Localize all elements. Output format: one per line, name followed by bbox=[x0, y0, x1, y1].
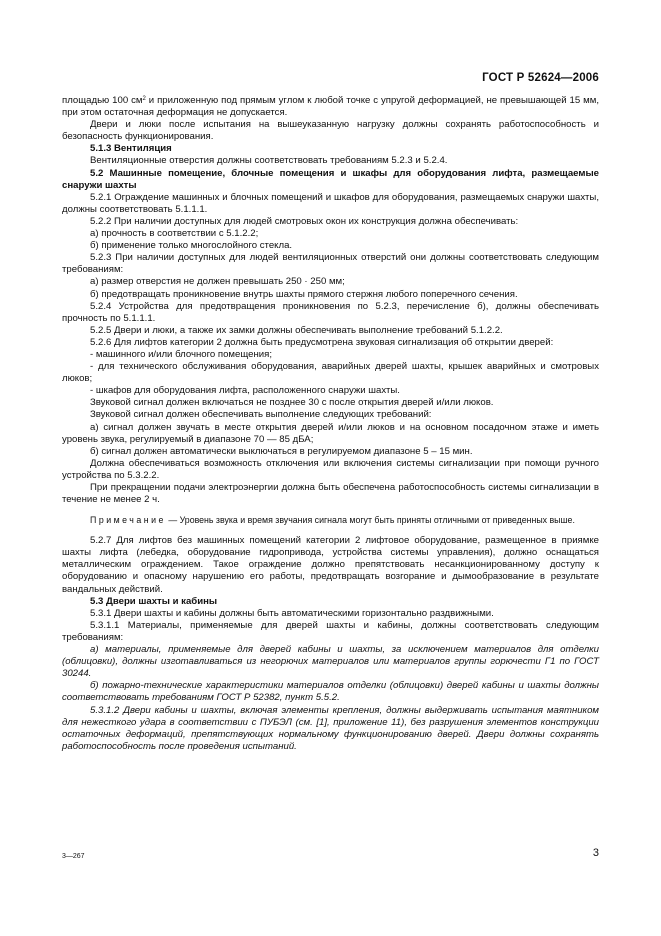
paragraph: Звуковой сигнал должен обеспечивать выполнение следующих требований: bbox=[90, 409, 432, 421]
list-item: а) сигнал должен звучать в месте открытия дверей и/или люков и на основном посадочном этаже и иметь уровень звука, регулируемый в диапазоне 70 — 85 дБА; bbox=[62, 421, 599, 445]
list-item: а) размер отверстия не должен превышать 250 · 250 мм; bbox=[90, 276, 345, 288]
list-item: б) пожарно-технические характеристики материалов отделки (облицовки) дверей кабины и шахты должны соответствовать требованиям ГОСТ Р 52382, пункт 5.5.2. bbox=[62, 680, 599, 704]
list-item: б) сигнал должен автоматически выключаться в регулируемом диапазоне 5 – 15 мин. bbox=[90, 445, 473, 457]
paragraph: 5.2.6 Для лифтов категории 2 должна быть предусмотрена звуковая сигнализация об открытии дверей: bbox=[90, 336, 554, 348]
section-heading-5-3: 5.3 Двери шахты и кабины bbox=[90, 595, 218, 607]
note bbox=[62, 515, 599, 526]
paragraph: При прекращении подачи электроэнергии должна быть обеспечена работоспособность системы сигнализации в течение не менее 2 ч. bbox=[62, 482, 599, 506]
list-item: а) прочность в соответствии с 5.1.2.2; bbox=[90, 228, 259, 240]
note-label: Примечание bbox=[90, 515, 166, 526]
section-heading-5-2: 5.2 Машинные помещение, блочные помещения и шкафы для оборудования лифта, размещаемые снаружи шахты bbox=[62, 167, 599, 191]
paragraph: 5.3.1.1 Материалы, применяемые для дверей шахты и кабины, должны соответствовать следующим требованиям: bbox=[62, 619, 599, 643]
paragraph: 5.3.1 Двери шахты и кабины должны быть автоматическими горизонтально раздвижными. bbox=[90, 607, 494, 619]
list-item: б) применение только многослойного стекла. bbox=[90, 240, 293, 252]
paragraph: 5.3.1.2 Двери кабины и шахты, включая элементы крепления, должны выдерживать испытания маятником для нежесткого удара в соответствии с ПУБЭЛ (см. [1], приложение 11), без разрушения элементов конструкции остаточных деформаций, препятствующих нормальному функционированию дверей. Двери должны сохранять работоспособность после проведения испытаний. bbox=[62, 704, 599, 752]
document-body bbox=[62, 95, 599, 753]
list-item: - шкафов для оборудования лифта, расположенного снаружи шахты. bbox=[90, 385, 400, 397]
print-mark: 3—267 bbox=[62, 853, 85, 860]
paragraph: Вентиляционные отверстия должны соответствовать требованиям 5.2.3 и 5.2.4. bbox=[90, 155, 448, 167]
paragraph: 5.2.2 При наличии доступных для людей смотровых окон их конструкция должна обеспечивать: bbox=[90, 215, 519, 227]
paragraph: 5.2.1 Ограждение машинных и блочных помещений и шкафов для оборудования, размещаемых снаружи шахты, должны соответствовать 5.1.1.1. bbox=[62, 191, 599, 215]
paragraph: Двери и люки после испытания на вышеуказанную нагрузку должны сохранять работоспособность и безопасность функционирования. bbox=[62, 119, 599, 143]
list-item: а) материалы, применяемые для дверей кабины и шахты, за исключением материалов для отделки (облицовки), должны изготавливаться из негорючих материалов или материалов группы горючести Г1 по ГОСТ 30244. bbox=[62, 644, 599, 680]
section-heading-5-1-3: 5.1.3 Вентиляция bbox=[90, 143, 172, 155]
paragraph: 5.2.7 Для лифтов без машинных помещений категории 2 лифтовое оборудование, размещенное в приямке шахты лифта (лебедка, оборудование гидропривода, устройства системы управления), должно оснащаться металлическим ограждением. Такое ограждение должно препятствовать несанкционированному доступу к оборудованию и опасному нарушению его работы, предотвращать возгорание и дымообразование в результате вандальных действий. bbox=[62, 535, 599, 595]
paragraph: площадью 100 $см^2$ и приложенную под прямым углом к любой точке с упругой деформацией, не превышающей 15 мм, при этом остаточная деформация не допускается. bbox=[62, 95, 599, 119]
paragraph: Должна обеспечиваться возможность отключения или включения системы сигнализации при помощи ручного устройства по 5.3.2.2. bbox=[62, 457, 599, 481]
list-item: б) предотвращать проникновение внутрь шахты прямого стержня любого поперечного сечения. bbox=[90, 288, 518, 300]
paragraph: 5.2.4 Устройства для предотвращения проникновения по 5.2.3, перечисление б), должны обеспечивать прочность по 5.1.1.1. bbox=[62, 300, 599, 324]
list-item: - для технического обслуживания оборудования, аварийных дверей шахты, крышек аварийных и смотровых люков; bbox=[62, 361, 599, 385]
page-number: 3 bbox=[592, 847, 599, 859]
list-item: - машинного и/или блочного помещения; bbox=[90, 348, 272, 360]
paragraph: Звуковой сигнал должен включаться не позднее 30 с после открытия дверей и/или люков. bbox=[90, 397, 494, 409]
paragraph: 5.2.3 При наличии доступных для людей вентиляционных отверстий они должны соответствовать следующим требованиям: bbox=[62, 252, 599, 276]
paragraph: 5.2.5 Двери и люки, а также их замки должны обеспечивать выполнение требований 5.1.2.2. bbox=[90, 324, 503, 336]
note-text: — Уровень звука и время звучания сигнала могут быть приняты отличными от приведенных выше. bbox=[165, 515, 575, 526]
standard-header: ГОСТ Р 52624—2006 bbox=[482, 72, 599, 84]
